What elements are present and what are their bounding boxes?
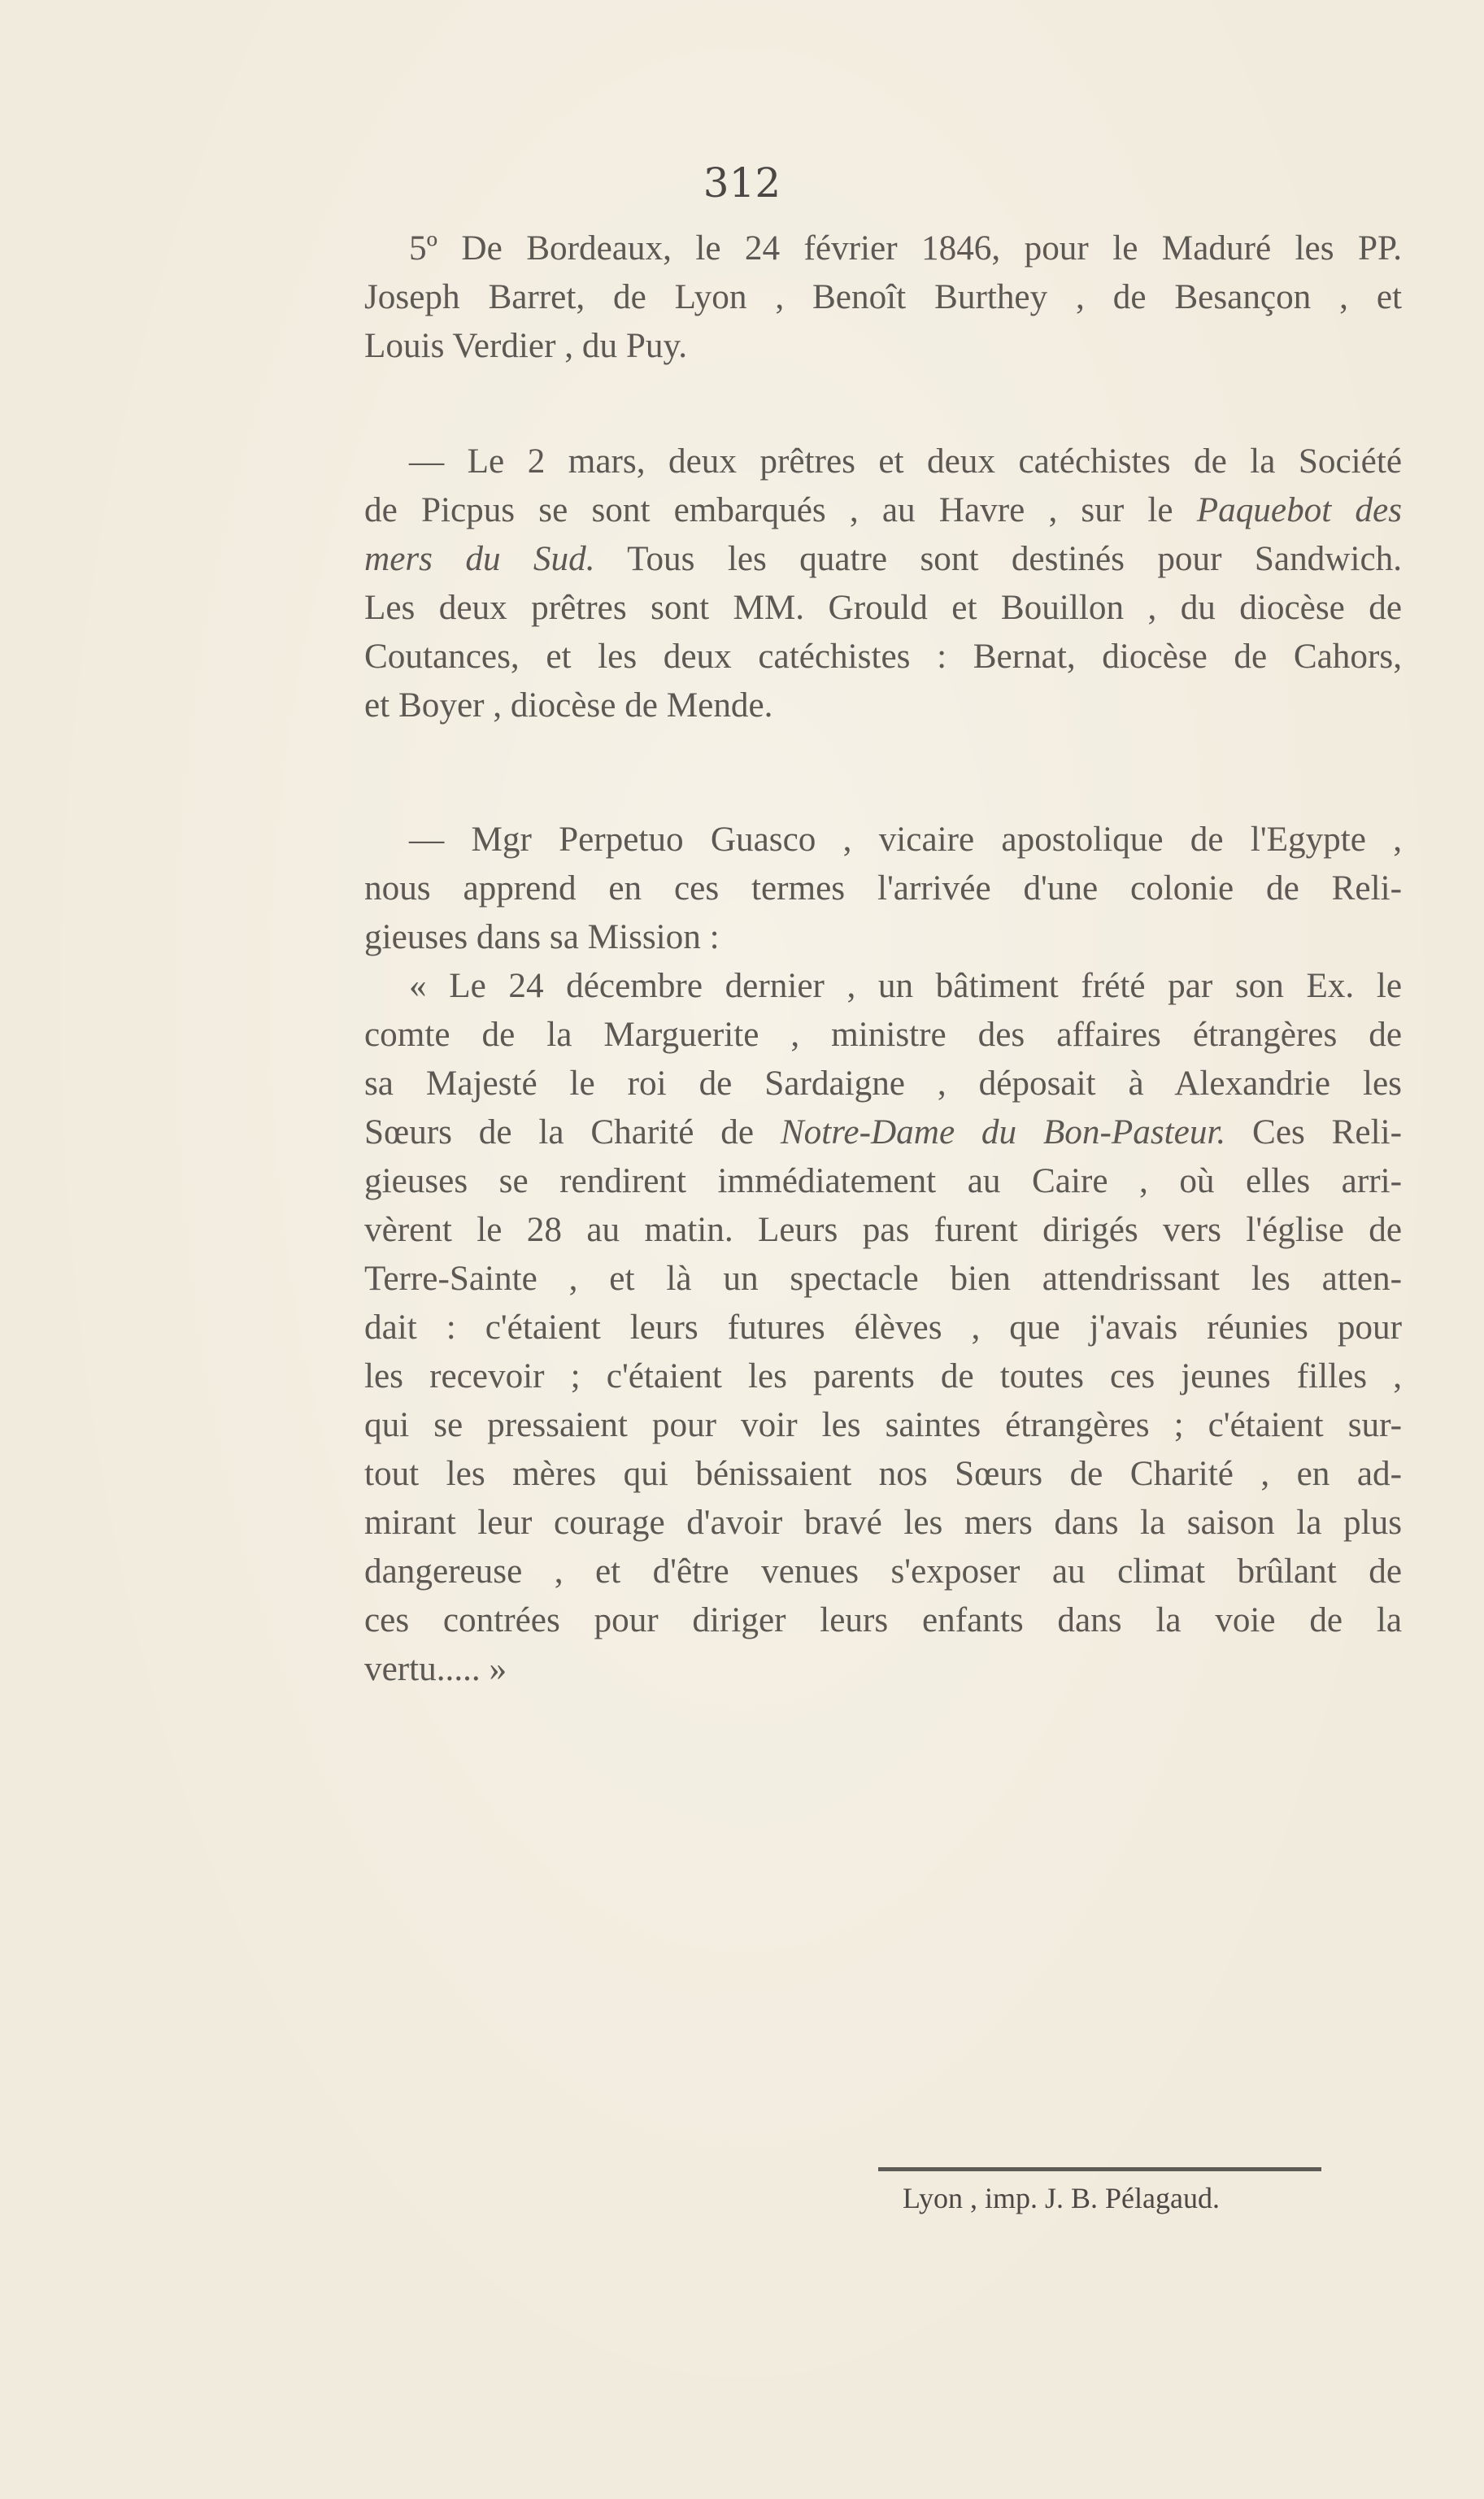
footer-rule bbox=[878, 2167, 1321, 2171]
text-line: vèrent le 28 au matin. Leurs pas furent dirigés vers l'église de bbox=[364, 1211, 1402, 1249]
text-line: nous apprend en ces termes l'arrivée d'une colonie de Reli- bbox=[364, 869, 1402, 908]
text-segment: Tous les quatre sont destinés pour Sandwich. bbox=[594, 540, 1402, 578]
text-line: les recevoir ; c'étaient les parents de toutes ces jeunes filles , bbox=[364, 1357, 1402, 1395]
text-line: dait : c'étaient leurs futures élèves , que j'avais réunies pour bbox=[364, 1308, 1402, 1347]
text-line: et Boyer , diocèse de Mende. bbox=[364, 686, 773, 725]
text-line: dangereuse , et d'être venues s'exposer au climat brûlant de bbox=[364, 1552, 1402, 1591]
text-line bbox=[364, 486, 1402, 535]
text-line: Joseph Barret, de Lyon , Benoît Burthey , de Besançon , et bbox=[364, 278, 1402, 316]
text-line: 5º De Bordeaux, le 24 février 1846, pour le Maduré les PP. bbox=[409, 229, 1402, 268]
paragraph-picpus bbox=[364, 438, 1402, 730]
text-line: Louis Verdier , du Puy. bbox=[364, 327, 688, 365]
text-line: Les deux prêtres sont MM. Grould et Bouillon , du diocèse de bbox=[364, 589, 1402, 627]
text-segment: de Picpus se sont embarqués , au Havre , sur le bbox=[364, 491, 1197, 529]
text-line: ces contrées pour diriger leurs enfants dans la voie de la bbox=[364, 1601, 1402, 1639]
text-segment: Sœurs de la Charité de bbox=[364, 1113, 781, 1152]
text-segment: Ces Reli- bbox=[1225, 1113, 1402, 1152]
congregation-name: Notre-Dame du Bon-Pasteur. bbox=[780, 1113, 1226, 1152]
ship-name-cont: mers du Sud. bbox=[364, 540, 595, 578]
paragraph-guasco bbox=[364, 816, 1402, 1694]
text-line: gieuses se rendirent immédiatement au Caire , où elles arri- bbox=[364, 1162, 1402, 1200]
text-line: comte de la Marguerite , ministre des affaires étrangères de bbox=[364, 1016, 1402, 1054]
text-line: mirant leur courage d'avoir bravé les mers dans la saison la plus bbox=[364, 1504, 1402, 1542]
text-line: sa Majesté le roi de Sardaigne , déposait à Alexandrie les bbox=[364, 1064, 1402, 1103]
text-line: Coutances, et les deux catéchistes : Bernat, diocèse de Cahors, bbox=[364, 638, 1402, 676]
text-line bbox=[364, 1108, 1402, 1157]
text-line: — Mgr Perpetuo Guasco , vicaire apostolique de l'Egypte , bbox=[409, 821, 1402, 859]
printer-imprint: Lyon , imp. J. B. Pélagaud. bbox=[903, 2182, 1220, 2214]
text-line: — Le 2 mars, deux prêtres et deux catéchistes de la Société bbox=[409, 442, 1402, 481]
paragraph-departure-bordeaux bbox=[364, 224, 1402, 371]
ship-name: Paquebot des bbox=[1196, 491, 1402, 529]
text-line: tout les mères qui bénissaient nos Sœurs de Charité , en ad- bbox=[364, 1455, 1402, 1493]
text-line: « Le 24 décembre dernier , un bâtiment frété par son Ex. le bbox=[409, 967, 1402, 1005]
text-line: qui se pressaient pour voir les saintes étrangères ; c'étaient sur- bbox=[364, 1406, 1402, 1444]
page-number: 312 bbox=[703, 159, 781, 207]
text-line: gieuses dans sa Mission : bbox=[364, 918, 720, 956]
text-line: vertu..... » bbox=[364, 1650, 507, 1688]
text-line bbox=[364, 535, 1402, 584]
text-line: Terre-Sainte , et là un spectacle bien attendrissant les atten- bbox=[364, 1260, 1402, 1298]
